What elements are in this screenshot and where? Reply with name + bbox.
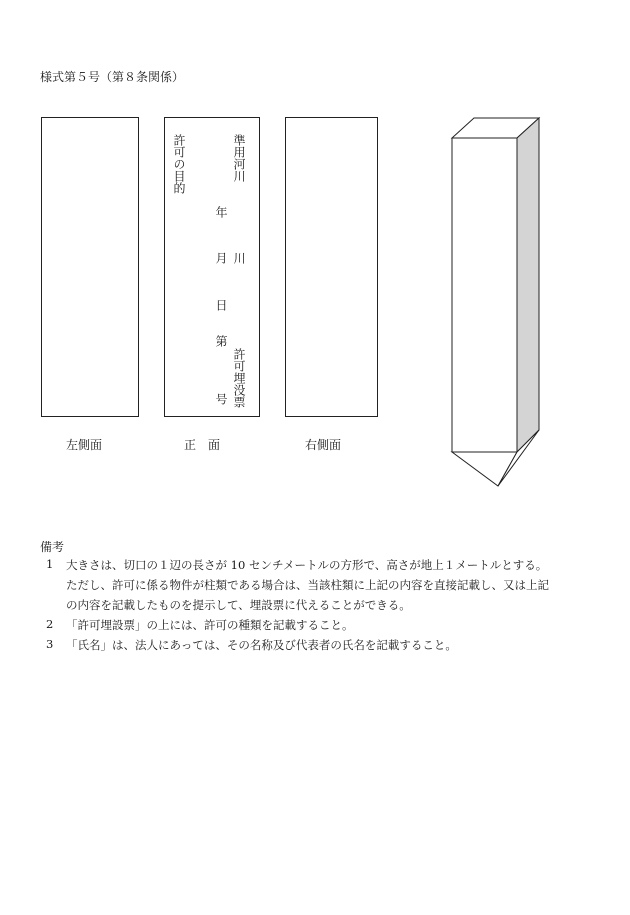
- post-front-face: [452, 138, 517, 452]
- remark-1-line-2: ただし、許可に係る物件が柱類である場合は、当該柱類に上記の内容を直接記載し、又は上記: [66, 578, 549, 592]
- remark-2-number: 2: [46, 617, 54, 631]
- month-char: 月: [214, 252, 228, 264]
- caption-left-side: 左側面: [66, 438, 103, 452]
- river-char: 川: [232, 252, 246, 264]
- caption-right-side: 右側面: [305, 438, 342, 452]
- remark-3-line-1: 「氏名」は、法人にあっては、その名称及び代表者の氏名を記載すること。: [66, 638, 457, 652]
- form-title: 様式第５号（第８条関係）: [40, 70, 185, 84]
- sign-name: 許可埋没票: [232, 348, 246, 408]
- remarks-heading: 備考: [40, 540, 65, 554]
- post-right-face: [517, 118, 539, 452]
- number-suffix-char: 号: [214, 393, 228, 405]
- caption-front: 正 面: [184, 438, 221, 452]
- river-type-label: 準用河川: [232, 134, 246, 182]
- permit-purpose-label: 許可の目的: [172, 134, 186, 194]
- remark-1-number: 1: [46, 557, 54, 571]
- remark-3-number: 3: [46, 637, 54, 651]
- day-char: 日: [214, 299, 228, 311]
- year-char: 年: [214, 206, 228, 218]
- remark-1-line-1: 大きさは、切口の１辺の長さが 10 センチメートルの方形で、高さが地上１メートルとする。: [66, 558, 548, 572]
- remark-1-line-3: の内容を記載したものを提示して、埋設票に代えることができる。: [66, 598, 411, 612]
- number-prefix-char: 第: [214, 335, 228, 347]
- remark-2-line-1: 「許可埋設票」の上には、許可の種類を記載すること。: [66, 618, 354, 632]
